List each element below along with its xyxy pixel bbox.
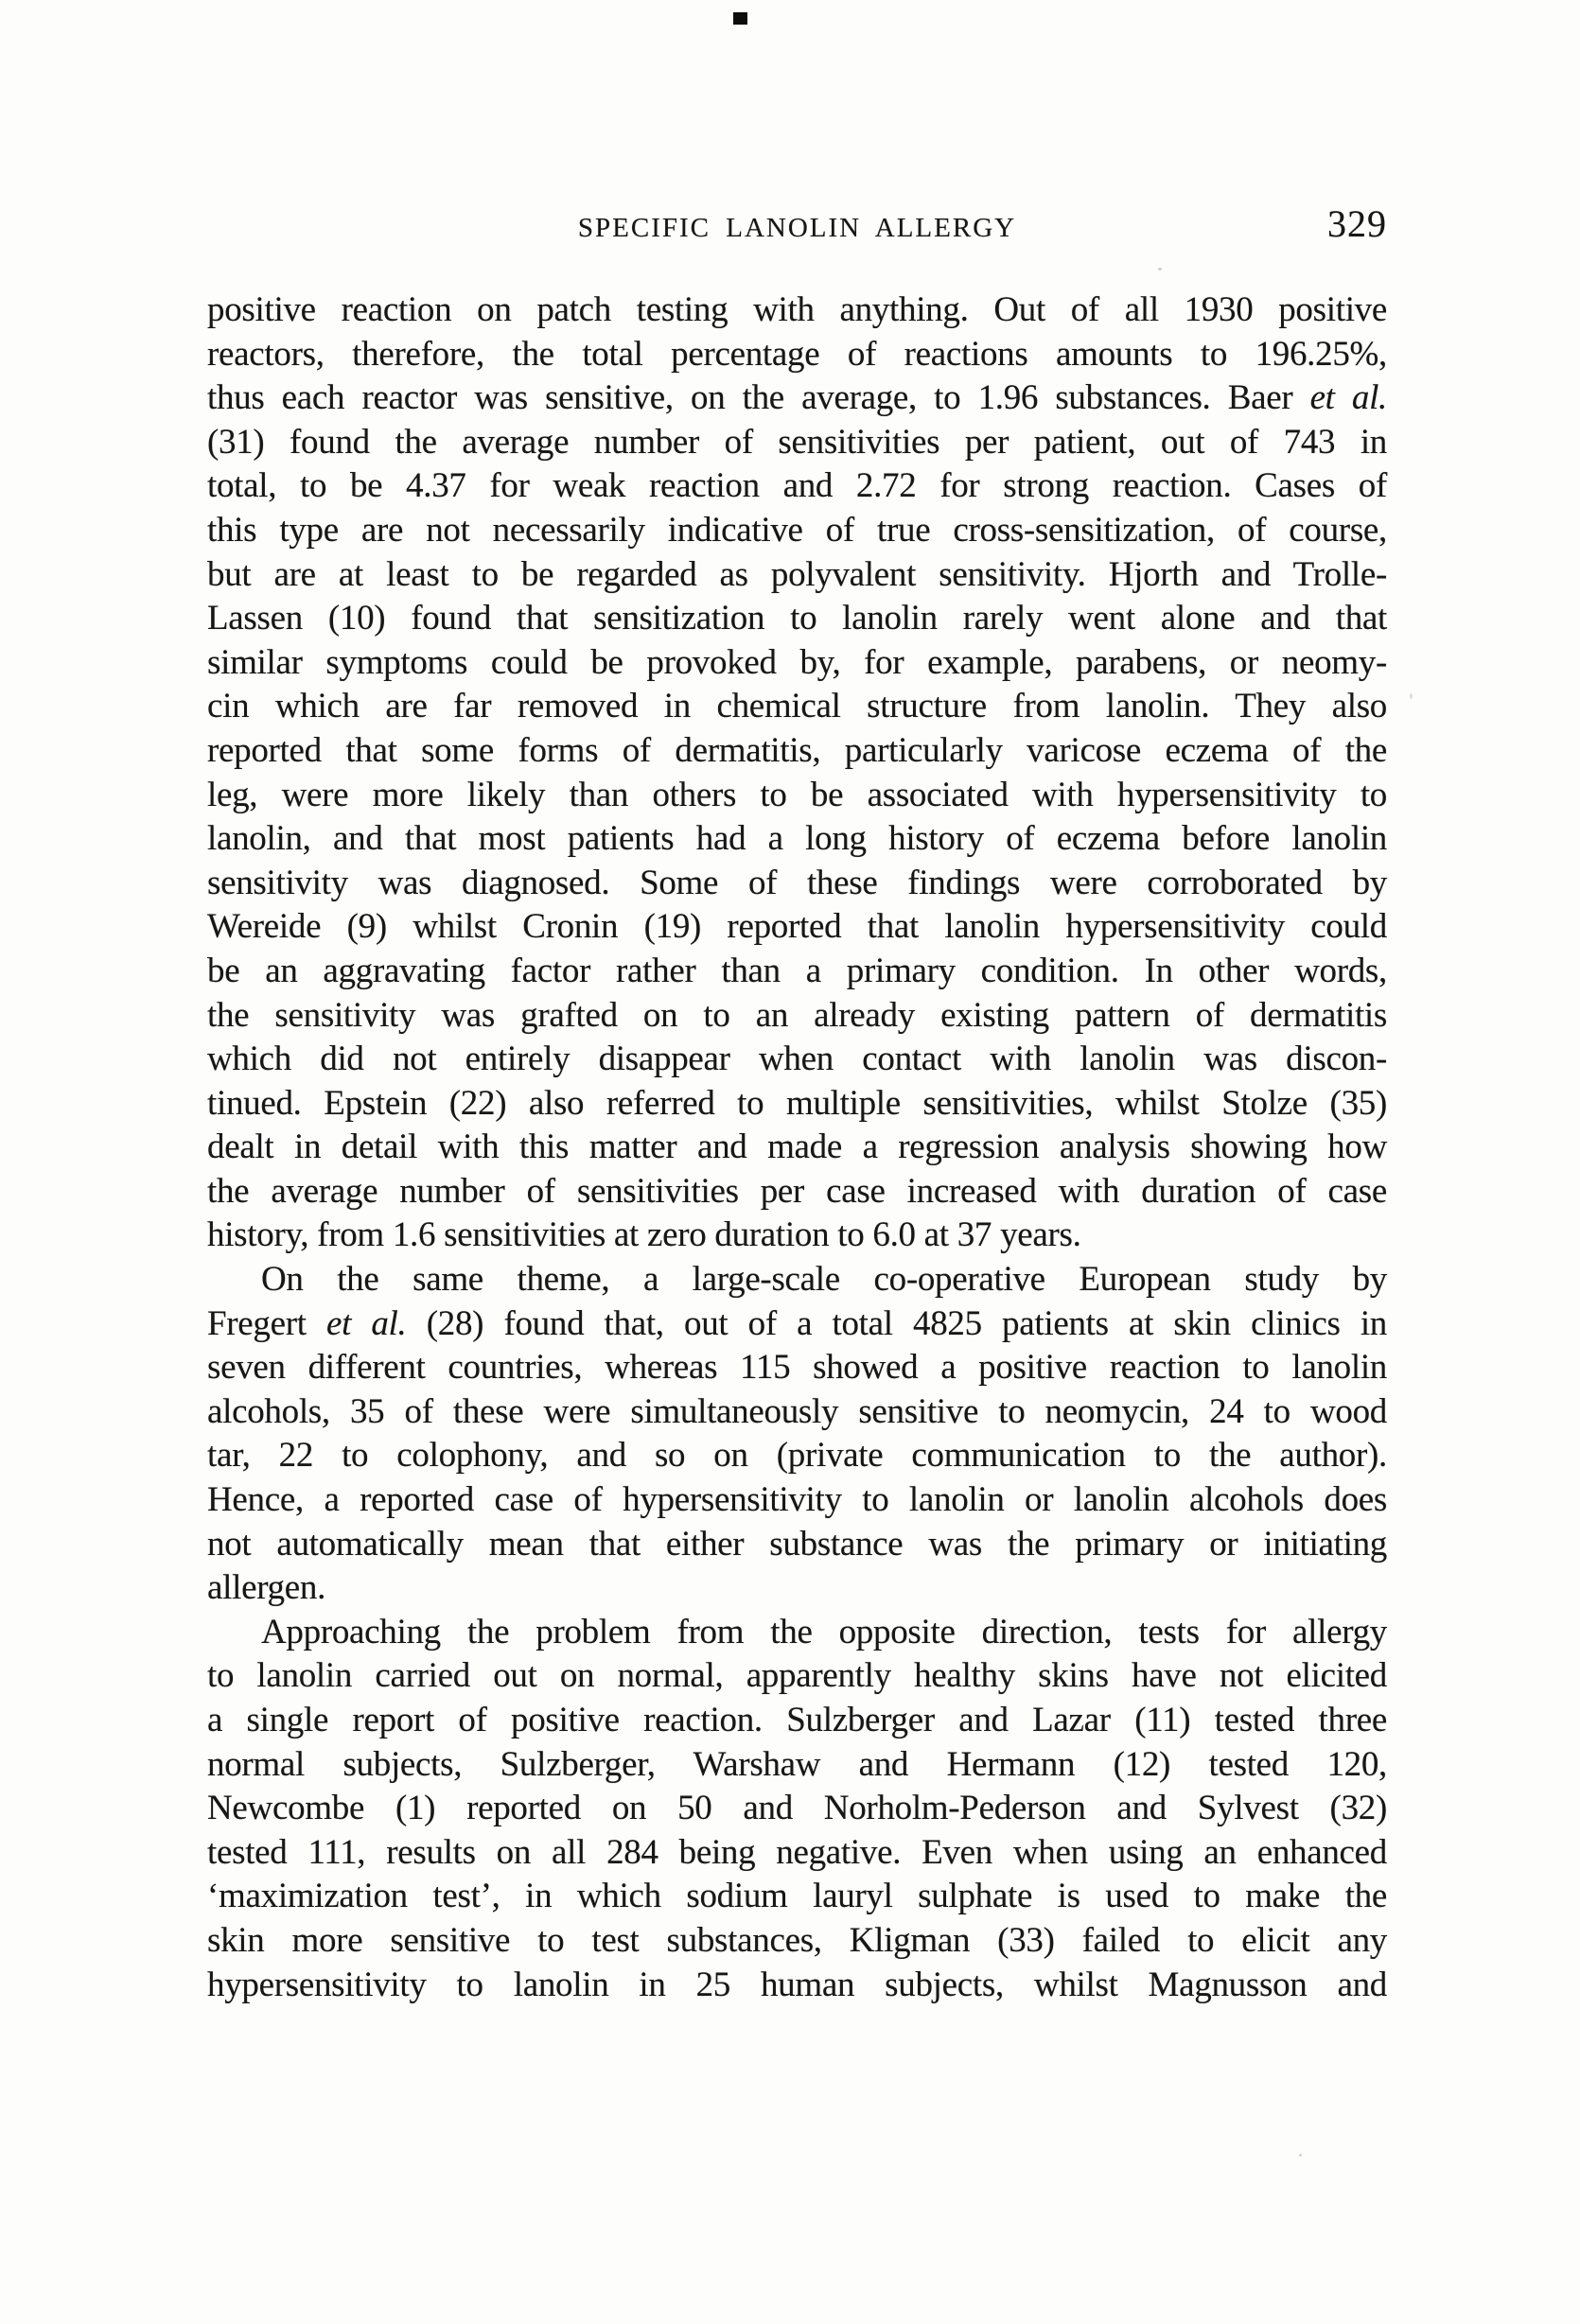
text-line: Approaching the problem from the opposite direction, tests for allergy — [261, 1612, 1387, 1651]
text-line: cin which are far removed in chemical structure from lanolin. They also — [207, 687, 1387, 726]
text-line: On the same theme, a large-scale co-operative European study by — [261, 1260, 1387, 1300]
text-line: to lanolin carried out on normal, apparently healthy skins have not elicited — [207, 1656, 1387, 1696]
text-line: but are at least to be regarded as polyvalent sensitivity. Hjorth and Trolle- — [207, 554, 1387, 594]
text-line: Wereide (9) whilst Cronin (19) reported that lanolin hypersensitivity could — [207, 907, 1387, 947]
text-line: tinued. Epstein (22) also referred to multiple sensitivities, whilst Stolze (35) — [207, 1083, 1387, 1123]
text-line: the sensitivity was grafted on to an already existing pattern of dermatitis — [207, 995, 1387, 1035]
text-line: ‘maximization test’, in which sodium lauryl sulphate is used to make the — [207, 1877, 1387, 1916]
text-line: this type are not necessarily indicative of true cross-sensitization, of course, — [207, 510, 1387, 550]
text-line: alcohols, 35 of these were simultaneously sensitive to neomycin, 24 to wood — [207, 1391, 1387, 1431]
text-line: lanolin, and that most patients had a long history of eczema before lanolin — [207, 819, 1387, 859]
text-line: positive reaction on patch testing with anything. Out of all 1930 positive — [207, 290, 1387, 329]
text-column — [207, 288, 1387, 2007]
text-line: history, from 1.6 sensitivities at zero duration to 6.0 at 37 years. — [207, 1215, 1081, 1255]
text-line: sensitivity was diagnosed. Some of these findings were corroborated by — [207, 863, 1387, 902]
text-line: the average number of sensitivities per case increased with duration of case — [207, 1171, 1387, 1211]
text-line: be an aggravating factor rather than a primary condition. In other words, — [207, 951, 1387, 990]
scan-speck — [1158, 268, 1162, 271]
text-line: Fregert et al. (28) found that, out of a total 4825 patients at skin clinics in — [207, 1303, 1387, 1343]
text-line: tar, 22 to colophony, and so on (private communication to the author). — [207, 1436, 1387, 1476]
text-line: a single report of positive reaction. Sulzberger and Lazar (11) tested three — [207, 1701, 1387, 1739]
text-line: not automatically mean that either substance was the primary or initiating — [207, 1524, 1387, 1564]
text-line: skin more sensitive to test substances, Kligman (33) failed to elicit any — [207, 1920, 1387, 1960]
running-head — [207, 202, 1387, 247]
text-line: dealt in detail with this matter and made a regression analysis showing how — [207, 1127, 1387, 1167]
text-line: Newcombe (1) reported on 50 and Norholm-Pederson and Sylvest (32) — [207, 1789, 1387, 1828]
page-number: 329 — [1327, 202, 1387, 245]
text-line: thus each reactor was sensitive, on the average, to 1.96 substances. Baer et al. — [207, 378, 1387, 418]
text-line: which did not entirely disappear when contact with lanolin was discon- — [207, 1040, 1387, 1079]
text-line: total, to be 4.37 for weak reaction and 2.72 for strong reaction. Cases of — [207, 466, 1387, 506]
text-line: reported that some forms of dermatitis, particularly varicose eczema of the — [207, 730, 1387, 770]
text-line: Hence, a reported case of hypersensitivity to lanolin or lanolin alcohols does — [207, 1480, 1387, 1520]
text-line: tested 111, results on all 284 being negative. Even when using an enhanced — [207, 1832, 1387, 1872]
text-line: allergen. — [207, 1568, 326, 1608]
running-head-title: SPECIFIC LANOLIN ALLERGY — [577, 213, 1017, 243]
text-line: similar symptoms could be provoked by, for example, parabens, or neomy- — [207, 642, 1387, 682]
text-line: reactors, therefore, the total percentage of reactions amounts to 196.25%, — [207, 334, 1387, 374]
text-line: seven different countries, whereas 115 showed a positive reaction to lanolin — [207, 1348, 1387, 1388]
text-line: normal subjects, Sulzberger, Warshaw and Hermann (12) tested 120, — [207, 1744, 1387, 1784]
text-line: hypersensitivity to lanolin in 25 human subjects, whilst Magnusson and — [207, 1965, 1387, 2004]
scan-speck — [1299, 2154, 1302, 2157]
printers-mark-square — [733, 12, 747, 25]
text-line: Lassen (10) found that sensitization to lanolin rarely went alone and that — [207, 599, 1387, 638]
text-line: leg, were more likely than others to be associated with hypersensitivity to — [207, 775, 1387, 814]
text-line: (31) found the average number of sensitivities per patient, out of 743 in — [207, 422, 1387, 462]
scan-speck — [1410, 693, 1413, 699]
